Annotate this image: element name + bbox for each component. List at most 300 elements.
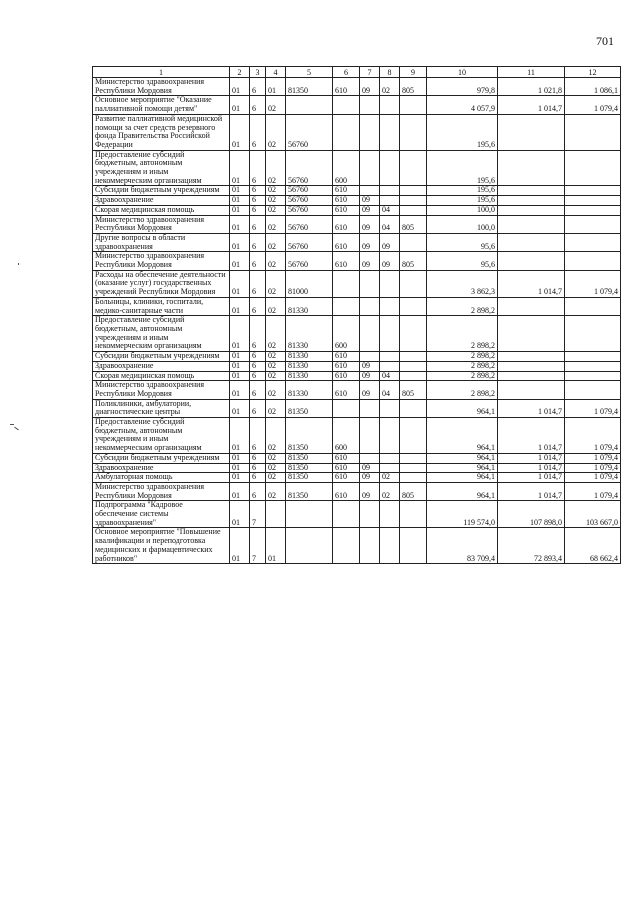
col-4-cell: 02 — [266, 453, 286, 463]
row-name: Скорая медицинская помощь — [93, 371, 230, 381]
col-9-cell — [400, 528, 427, 564]
col-4-cell: 02 — [266, 215, 286, 233]
row-name: Министерство здравоохранения Республики Мордовия — [93, 252, 230, 270]
col-3-cell: 6 — [250, 252, 266, 270]
col-4-cell: 02 — [266, 205, 286, 215]
row-name: Предоставление субсидий бюджетным, автономным учреждениям и иным некоммерческим организациям — [93, 316, 230, 352]
col-3-cell: 6 — [250, 316, 266, 352]
column-header: 1 — [93, 67, 230, 78]
col-4-cell: 02 — [266, 352, 286, 362]
col-7-cell — [360, 399, 380, 417]
col-3-cell: 7 — [250, 501, 266, 528]
col-2-cell: 01 — [230, 371, 250, 381]
col-11-value: 1 014,7 — [498, 399, 565, 417]
scan-mark — [10, 424, 14, 425]
col-9-cell — [400, 270, 427, 297]
col-4-cell: 02 — [266, 186, 286, 196]
row-name: Министерство здравоохранения Республики Мордовия — [93, 78, 230, 96]
column-header: 8 — [380, 67, 400, 78]
col-4-cell: 02 — [266, 196, 286, 206]
col-10-value: 2 898,2 — [427, 371, 498, 381]
col-9-cell — [400, 114, 427, 150]
col-12-value: 1 079,4 — [565, 453, 621, 463]
col-11-value — [498, 196, 565, 206]
table-row — [93, 96, 621, 114]
col-8-cell — [380, 528, 400, 564]
col-2-cell: 01 — [230, 297, 250, 315]
col-11-value: 107 898,0 — [498, 501, 565, 528]
col-4-cell — [266, 501, 286, 528]
col-4-cell: 02 — [266, 297, 286, 315]
row-name: Амбулаторная помощь — [93, 473, 230, 483]
col-6-cell: 600 — [333, 150, 360, 186]
col-10-value: 95,6 — [427, 233, 498, 251]
table-row — [93, 215, 621, 233]
col-10-value: 964,1 — [427, 399, 498, 417]
col-7-cell: 09 — [360, 361, 380, 371]
table-row — [93, 418, 621, 454]
column-header: 3 — [250, 67, 266, 78]
col-7-cell — [360, 96, 380, 114]
table-row — [93, 482, 621, 500]
row-name: Другие вопросы в области здравоохранения — [93, 233, 230, 251]
col-2-cell: 01 — [230, 316, 250, 352]
col-5-cell — [286, 96, 333, 114]
col-11-value — [498, 233, 565, 251]
row-name: Больницы, клиники, госпитали, медико-санитарные части — [93, 297, 230, 315]
col-2-cell: 01 — [230, 252, 250, 270]
col-8-cell — [380, 399, 400, 417]
col-8-cell — [380, 361, 400, 371]
column-header: 4 — [266, 67, 286, 78]
col-12-value — [565, 196, 621, 206]
col-10-value: 2 898,2 — [427, 297, 498, 315]
col-4-cell: 02 — [266, 270, 286, 297]
col-5-cell: 81330 — [286, 352, 333, 362]
col-4-cell: 02 — [266, 418, 286, 454]
col-6-cell: 610 — [333, 482, 360, 500]
col-5-cell: 56760 — [286, 114, 333, 150]
col-7-cell: 09 — [360, 196, 380, 206]
col-5-cell: 56760 — [286, 215, 333, 233]
col-6-cell — [333, 501, 360, 528]
col-11-value: 1 014,7 — [498, 473, 565, 483]
col-6-cell: 610 — [333, 215, 360, 233]
col-8-cell — [380, 114, 400, 150]
col-2-cell: 01 — [230, 114, 250, 150]
col-10-value: 2 898,2 — [427, 316, 498, 352]
col-8-cell: 02 — [380, 482, 400, 500]
col-11-value: 1 014,7 — [498, 482, 565, 500]
col-2-cell: 01 — [230, 150, 250, 186]
row-name: Предоставление субсидий бюджетным, автономным учреждениям и иным некоммерческим организациям — [93, 150, 230, 186]
col-8-cell — [380, 501, 400, 528]
row-name: Министерство здравоохранения Республики Мордовия — [93, 482, 230, 500]
col-12-value — [565, 297, 621, 315]
col-6-cell: 610 — [333, 473, 360, 483]
col-4-cell: 02 — [266, 150, 286, 186]
col-6-cell: 610 — [333, 186, 360, 196]
col-12-value: 1 079,4 — [565, 270, 621, 297]
col-4-cell: 02 — [266, 473, 286, 483]
col-6-cell — [333, 297, 360, 315]
col-3-cell: 6 — [250, 205, 266, 215]
col-7-cell — [360, 270, 380, 297]
row-name: Основное мероприятие "Повышение квалификации и переподготовка медицинских и фармацевтических работников" — [93, 528, 230, 564]
col-10-value: 95,6 — [427, 252, 498, 270]
col-8-cell: 04 — [380, 205, 400, 215]
col-2-cell: 01 — [230, 96, 250, 114]
col-6-cell: 610 — [333, 463, 360, 473]
col-5-cell: 81330 — [286, 371, 333, 381]
col-5-cell: 56760 — [286, 196, 333, 206]
col-2-cell: 01 — [230, 233, 250, 251]
col-12-value — [565, 316, 621, 352]
table-row — [93, 528, 621, 564]
col-5-cell: 81330 — [286, 297, 333, 315]
table-row — [93, 150, 621, 186]
col-8-cell: 02 — [380, 78, 400, 96]
col-3-cell: 6 — [250, 196, 266, 206]
col-6-cell: 610 — [333, 371, 360, 381]
col-3-cell: 6 — [250, 186, 266, 196]
col-12-value — [565, 114, 621, 150]
col-2-cell: 01 — [230, 528, 250, 564]
column-header: 5 — [286, 67, 333, 78]
col-10-value: 964,1 — [427, 473, 498, 483]
col-7-cell: 09 — [360, 473, 380, 483]
col-3-cell: 6 — [250, 270, 266, 297]
col-7-cell: 09 — [360, 233, 380, 251]
col-2-cell: 01 — [230, 482, 250, 500]
col-2-cell: 01 — [230, 399, 250, 417]
col-10-value: 195,6 — [427, 196, 498, 206]
col-9-cell — [400, 418, 427, 454]
col-3-cell: 7 — [250, 528, 266, 564]
col-10-value: 2 898,2 — [427, 361, 498, 371]
col-6-cell: 610 — [333, 196, 360, 206]
table-row — [93, 463, 621, 473]
row-name: Субсидии бюджетным учреждениям — [93, 352, 230, 362]
col-8-cell: 09 — [380, 233, 400, 251]
col-12-value — [565, 252, 621, 270]
col-12-value — [565, 215, 621, 233]
col-4-cell: 02 — [266, 399, 286, 417]
col-12-value — [565, 371, 621, 381]
col-12-value — [565, 361, 621, 371]
col-4-cell: 02 — [266, 252, 286, 270]
col-8-cell: 04 — [380, 371, 400, 381]
col-3-cell: 6 — [250, 453, 266, 463]
col-2-cell: 01 — [230, 361, 250, 371]
col-7-cell: 09 — [360, 371, 380, 381]
col-9-cell: 805 — [400, 215, 427, 233]
col-11-value — [498, 186, 565, 196]
col-5-cell: 56760 — [286, 233, 333, 251]
col-9-cell — [400, 361, 427, 371]
col-10-value: 195,6 — [427, 186, 498, 196]
col-2-cell: 01 — [230, 418, 250, 454]
col-8-cell — [380, 186, 400, 196]
col-7-cell — [360, 316, 380, 352]
col-3-cell: 6 — [250, 381, 266, 399]
col-12-value: 1 079,4 — [565, 399, 621, 417]
col-10-value: 100,0 — [427, 215, 498, 233]
col-9-cell — [400, 352, 427, 362]
col-5-cell: 56760 — [286, 252, 333, 270]
col-9-cell — [400, 297, 427, 315]
table-row — [93, 453, 621, 463]
col-2-cell: 01 — [230, 215, 250, 233]
column-header: 12 — [565, 67, 621, 78]
col-5-cell: 81350 — [286, 399, 333, 417]
col-2-cell: 01 — [230, 453, 250, 463]
column-header: 2 — [230, 67, 250, 78]
row-name: Здравоохранение — [93, 361, 230, 371]
col-10-value: 964,1 — [427, 453, 498, 463]
col-2-cell: 01 — [230, 196, 250, 206]
col-10-value: 100,0 — [427, 205, 498, 215]
col-9-cell — [400, 453, 427, 463]
col-2-cell: 01 — [230, 473, 250, 483]
col-11-value: 1 021,8 — [498, 78, 565, 96]
col-12-value — [565, 205, 621, 215]
col-7-cell: 09 — [360, 215, 380, 233]
col-3-cell: 6 — [250, 215, 266, 233]
col-11-value — [498, 352, 565, 362]
table-row — [93, 361, 621, 371]
col-11-value — [498, 114, 565, 150]
col-3-cell: 6 — [250, 233, 266, 251]
column-header: 7 — [360, 67, 380, 78]
row-name: Основное мероприятие "Оказание паллиативной помощи детям" — [93, 96, 230, 114]
col-5-cell — [286, 501, 333, 528]
col-6-cell: 610 — [333, 453, 360, 463]
col-10-value: 119 574,0 — [427, 501, 498, 528]
col-9-cell: 805 — [400, 482, 427, 500]
col-4-cell: 02 — [266, 114, 286, 150]
col-12-value — [565, 233, 621, 251]
col-6-cell — [333, 270, 360, 297]
col-8-cell — [380, 150, 400, 186]
col-9-cell: 805 — [400, 381, 427, 399]
col-11-value — [498, 252, 565, 270]
budget-table — [92, 66, 621, 564]
row-name: Предоставление субсидий бюджетным, автономным учреждениям и иным некоммерческим организациям — [93, 418, 230, 454]
table-row — [93, 371, 621, 381]
column-header: 10 — [427, 67, 498, 78]
col-5-cell: 81330 — [286, 316, 333, 352]
col-8-cell — [380, 463, 400, 473]
col-8-cell — [380, 196, 400, 206]
col-11-value: 1 014,7 — [498, 96, 565, 114]
col-7-cell: 09 — [360, 482, 380, 500]
col-11-value: 72 893,4 — [498, 528, 565, 564]
col-7-cell — [360, 352, 380, 362]
col-3-cell: 6 — [250, 361, 266, 371]
col-8-cell — [380, 418, 400, 454]
col-5-cell: 56760 — [286, 205, 333, 215]
col-9-cell: 805 — [400, 252, 427, 270]
col-10-value: 195,6 — [427, 114, 498, 150]
col-9-cell: 805 — [400, 78, 427, 96]
col-12-value: 1 079,4 — [565, 418, 621, 454]
col-5-cell: 81350 — [286, 463, 333, 473]
column-header: 11 — [498, 67, 565, 78]
col-9-cell — [400, 473, 427, 483]
col-6-cell: 610 — [333, 205, 360, 215]
col-6-cell — [333, 114, 360, 150]
col-11-value — [498, 205, 565, 215]
col-10-value: 979,8 — [427, 78, 498, 96]
table-row — [93, 186, 621, 196]
col-2-cell: 01 — [230, 78, 250, 96]
col-12-value — [565, 186, 621, 196]
col-6-cell: 600 — [333, 316, 360, 352]
col-2-cell: 01 — [230, 205, 250, 215]
col-10-value: 195,6 — [427, 150, 498, 186]
col-9-cell — [400, 205, 427, 215]
col-7-cell — [360, 528, 380, 564]
table-row — [93, 205, 621, 215]
col-6-cell: 610 — [333, 78, 360, 96]
col-4-cell: 01 — [266, 78, 286, 96]
col-4-cell: 02 — [266, 316, 286, 352]
col-5-cell: 81350 — [286, 482, 333, 500]
col-4-cell: 02 — [266, 96, 286, 114]
col-8-cell: 04 — [380, 215, 400, 233]
column-header: 6 — [333, 67, 360, 78]
table-row — [93, 78, 621, 96]
col-2-cell: 01 — [230, 501, 250, 528]
col-11-value — [498, 150, 565, 186]
table-row — [93, 381, 621, 399]
col-9-cell — [400, 150, 427, 186]
col-8-cell — [380, 453, 400, 463]
col-12-value: 1 079,4 — [565, 463, 621, 473]
col-10-value: 964,1 — [427, 482, 498, 500]
col-7-cell — [360, 418, 380, 454]
col-5-cell: 81350 — [286, 418, 333, 454]
col-7-cell — [360, 501, 380, 528]
col-9-cell — [400, 501, 427, 528]
col-2-cell: 01 — [230, 186, 250, 196]
col-9-cell — [400, 316, 427, 352]
col-11-value — [498, 371, 565, 381]
row-name: Скорая медицинская помощь — [93, 205, 230, 215]
table-header-row — [93, 67, 621, 78]
col-9-cell — [400, 233, 427, 251]
col-7-cell — [360, 186, 380, 196]
col-5-cell: 56760 — [286, 186, 333, 196]
col-5-cell — [286, 528, 333, 564]
col-5-cell: 81000 — [286, 270, 333, 297]
col-8-cell: 04 — [380, 381, 400, 399]
col-7-cell: 09 — [360, 463, 380, 473]
col-2-cell: 01 — [230, 381, 250, 399]
col-11-value: 1 014,7 — [498, 270, 565, 297]
col-4-cell: 02 — [266, 482, 286, 500]
table-row — [93, 501, 621, 528]
col-7-cell: 09 — [360, 205, 380, 215]
col-7-cell: 09 — [360, 381, 380, 399]
col-9-cell — [400, 96, 427, 114]
col-9-cell — [400, 371, 427, 381]
col-12-value — [565, 150, 621, 186]
col-4-cell: 02 — [266, 381, 286, 399]
table-row — [93, 114, 621, 150]
col-11-value — [498, 381, 565, 399]
col-10-value: 964,1 — [427, 463, 498, 473]
col-6-cell — [333, 399, 360, 417]
col-5-cell: 81330 — [286, 361, 333, 371]
table-row — [93, 316, 621, 352]
col-10-value: 2 898,2 — [427, 381, 498, 399]
col-3-cell: 6 — [250, 297, 266, 315]
col-2-cell: 01 — [230, 270, 250, 297]
row-name: Поликлиники, амбулатории, диагностические центры — [93, 399, 230, 417]
row-name: Министерство здравоохранения Республики Мордовия — [93, 215, 230, 233]
col-8-cell: 02 — [380, 473, 400, 483]
col-7-cell — [360, 453, 380, 463]
col-4-cell: 02 — [266, 463, 286, 473]
col-6-cell: 610 — [333, 233, 360, 251]
col-11-value — [498, 361, 565, 371]
col-12-value — [565, 381, 621, 399]
row-name: Здравоохранение — [93, 463, 230, 473]
col-8-cell — [380, 96, 400, 114]
col-12-value: 1 079,4 — [565, 473, 621, 483]
col-8-cell — [380, 352, 400, 362]
col-4-cell: 02 — [266, 361, 286, 371]
col-10-value: 3 862,3 — [427, 270, 498, 297]
col-12-value: 1 079,4 — [565, 96, 621, 114]
col-2-cell: 01 — [230, 352, 250, 362]
col-3-cell: 6 — [250, 473, 266, 483]
row-name: Министерство здравоохранения Республики Мордовия — [93, 381, 230, 399]
col-8-cell — [380, 297, 400, 315]
col-6-cell: 610 — [333, 252, 360, 270]
table-row — [93, 233, 621, 251]
col-11-value — [498, 215, 565, 233]
col-11-value: 1 014,7 — [498, 418, 565, 454]
col-3-cell: 6 — [250, 114, 266, 150]
col-6-cell: 600 — [333, 418, 360, 454]
col-5-cell: 81330 — [286, 381, 333, 399]
table-row — [93, 252, 621, 270]
row-name: Субсидии бюджетным учреждениям — [93, 186, 230, 196]
col-3-cell: 6 — [250, 96, 266, 114]
col-11-value: 1 014,7 — [498, 453, 565, 463]
col-3-cell: 6 — [250, 78, 266, 96]
col-7-cell: 09 — [360, 78, 380, 96]
row-name: Развитие паллиативной медицинской помощи за счет средств резервного фонда Правительства Российской Федерации — [93, 114, 230, 150]
col-12-value: 1 086,1 — [565, 78, 621, 96]
col-8-cell: 09 — [380, 252, 400, 270]
col-4-cell: 02 — [266, 371, 286, 381]
col-6-cell: 610 — [333, 381, 360, 399]
col-9-cell — [400, 196, 427, 206]
col-8-cell — [380, 316, 400, 352]
col-9-cell — [400, 186, 427, 196]
table-row — [93, 399, 621, 417]
col-2-cell: 01 — [230, 463, 250, 473]
row-name: Расходы на обеспечение деятельности (оказание услуг) государственных учреждений Республики Мордовия — [93, 270, 230, 297]
col-5-cell: 81350 — [286, 78, 333, 96]
col-5-cell: 81350 — [286, 453, 333, 463]
col-3-cell: 6 — [250, 150, 266, 186]
col-4-cell: 02 — [266, 233, 286, 251]
